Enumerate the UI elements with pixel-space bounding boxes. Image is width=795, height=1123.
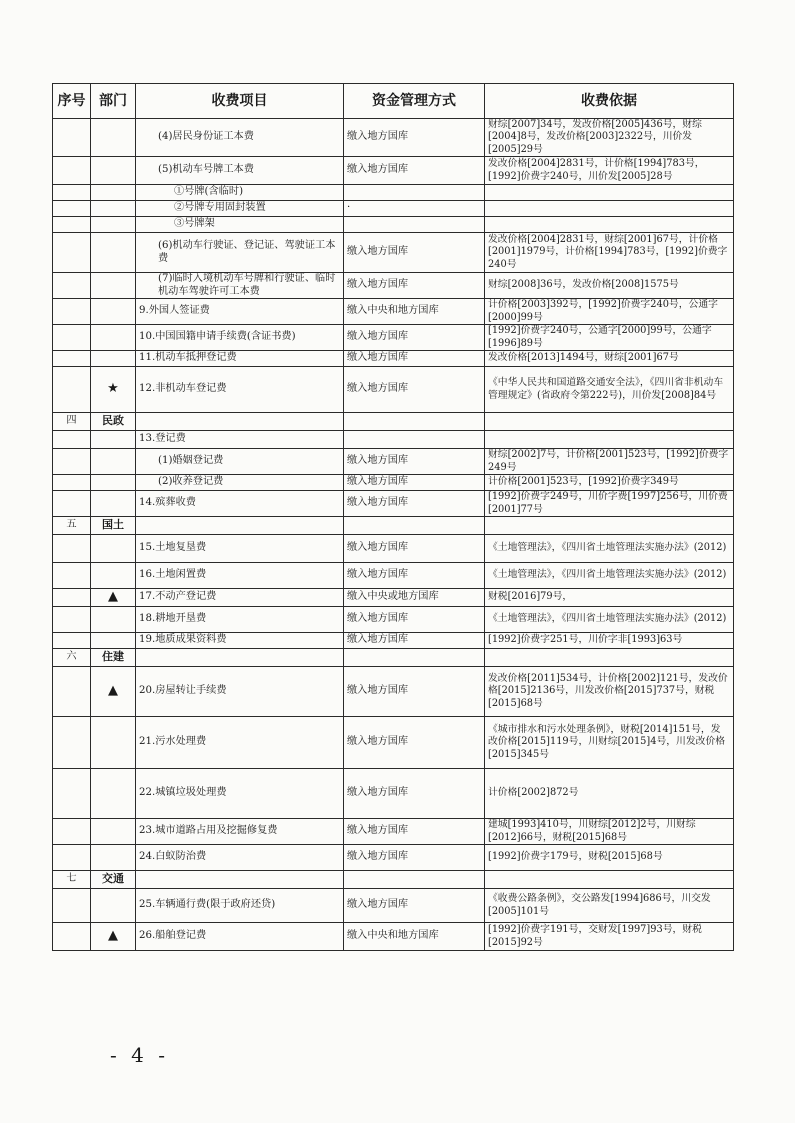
row-fee-basis: [1992]价费字249号，川价字费[1997]256号，川价费[2001]77号 bbox=[485, 491, 734, 517]
row-fund-management: 缴入地方国库 bbox=[344, 325, 485, 351]
row-department: ▲ bbox=[91, 923, 136, 951]
row-number bbox=[53, 475, 91, 491]
row-fee-item: 25.车辆通行费(限于政府还贷) bbox=[136, 889, 344, 923]
row-fee-item: (6)机动车行驶证、登记证、驾驶证工本费 bbox=[136, 233, 344, 273]
row-department bbox=[91, 491, 136, 517]
row-fee-item: 11.机动车抵押登记费 bbox=[136, 351, 344, 367]
row-fee-item: 9.外国人签证费 bbox=[136, 299, 344, 325]
row-fee-item: 17.不动产登记费 bbox=[136, 589, 344, 607]
row-fund-management: · bbox=[344, 201, 485, 217]
row-fee-item: 15.土地复垦费 bbox=[136, 535, 344, 563]
row-fee-basis: [1992]价费字251号，川价字非[1993]63号 bbox=[485, 633, 734, 649]
table-row bbox=[53, 351, 734, 367]
row-fee-basis: [1992]价费字179号，财税[2015]68号 bbox=[485, 845, 734, 871]
table-body bbox=[53, 119, 734, 951]
row-department bbox=[91, 633, 136, 649]
row-fee-item: 13.登记费 bbox=[136, 431, 344, 449]
row-number bbox=[53, 563, 91, 589]
row-fee-basis bbox=[485, 517, 734, 535]
row-number bbox=[53, 607, 91, 633]
row-number bbox=[53, 351, 91, 367]
row-fee-item: 10.中国国籍申请手续费(含证书费) bbox=[136, 325, 344, 351]
row-fund-management: 缴入地方国库 bbox=[344, 351, 485, 367]
row-fee-item: 19.地质成果资料费 bbox=[136, 633, 344, 649]
table-row bbox=[53, 325, 734, 351]
row-fee-basis: 财税[2016]79号， bbox=[485, 589, 734, 607]
header-dept: 部门 bbox=[91, 84, 136, 119]
row-fee-basis: 发改价格[2013]1494号，财综[2001]67号 bbox=[485, 351, 734, 367]
row-number bbox=[53, 769, 91, 819]
row-fee-item: 16.土地闲置费 bbox=[136, 563, 344, 589]
row-number bbox=[53, 717, 91, 769]
row-fee-basis: 《土地管理法》，《四川省土地管理法实施办法》(2012) bbox=[485, 607, 734, 633]
table-row bbox=[53, 667, 734, 717]
table-row bbox=[53, 633, 734, 649]
row-fee-basis: 计价格[2001]523号，[1992]价费字349号 bbox=[485, 475, 734, 491]
table-row bbox=[53, 201, 734, 217]
row-fund-management: 缴入地方国库 bbox=[344, 475, 485, 491]
row-fee-item: 20.房屋转让手续费 bbox=[136, 667, 344, 717]
row-fee-item: 21.污水处理费 bbox=[136, 717, 344, 769]
row-fund-management: 缴入地方国库 bbox=[344, 367, 485, 413]
table-row bbox=[53, 119, 734, 157]
row-fee-basis: 《中华人民共和国道路交通安全法》，《四川省非机动车管理规定》(省政府令第222号)，川价发[2008]84号 bbox=[485, 367, 734, 413]
row-fund-management: 缴入地方国库 bbox=[344, 157, 485, 185]
table-row bbox=[53, 217, 734, 233]
row-number bbox=[53, 273, 91, 299]
row-department bbox=[91, 299, 136, 325]
row-fee-basis: 财综[2007]34号，发改价格[2005]436号，财综[2004]8号，发改价格[2003]2322号，川价发[2005]29号 bbox=[485, 119, 734, 157]
table-row bbox=[53, 517, 734, 535]
row-fee-item: 23.城市道路占用及挖掘修复费 bbox=[136, 819, 344, 845]
table-row bbox=[53, 563, 734, 589]
table-row bbox=[53, 845, 734, 871]
table-row bbox=[53, 889, 734, 923]
table-row bbox=[53, 491, 734, 517]
row-fund-management bbox=[344, 517, 485, 535]
row-fund-management: 缴入地方国库 bbox=[344, 769, 485, 819]
row-fee-basis bbox=[485, 413, 734, 431]
row-number bbox=[53, 185, 91, 201]
row-number bbox=[53, 201, 91, 217]
table-row bbox=[53, 431, 734, 449]
row-department bbox=[91, 185, 136, 201]
fee-table bbox=[52, 83, 734, 951]
row-number bbox=[53, 889, 91, 923]
row-department: 国土 bbox=[91, 517, 136, 535]
row-number bbox=[53, 217, 91, 233]
header-mgmt: 资金管理方式 bbox=[344, 84, 485, 119]
header-no: 序号 bbox=[53, 84, 91, 119]
row-number bbox=[53, 449, 91, 475]
row-number: 五 bbox=[53, 517, 91, 535]
row-number bbox=[53, 119, 91, 157]
row-fee-item: (5)机动车号牌工本费 bbox=[136, 157, 344, 185]
row-fund-management: 缴入地方国库 bbox=[344, 273, 485, 299]
row-number bbox=[53, 491, 91, 517]
row-fund-management: 缴入中央或地方国库 bbox=[344, 589, 485, 607]
table-row bbox=[53, 717, 734, 769]
page-number: - 4 - bbox=[110, 1043, 169, 1067]
row-fee-basis: 发改价格[2011]534号，计价格[2002]121号，发改价格[2015]2136号，川发改价格[2015]737号，财税[2015]68号 bbox=[485, 667, 734, 717]
table-row bbox=[53, 769, 734, 819]
row-department bbox=[91, 119, 136, 157]
row-fee-basis bbox=[485, 431, 734, 449]
row-number bbox=[53, 431, 91, 449]
row-department: ★ bbox=[91, 367, 136, 413]
row-number bbox=[53, 667, 91, 717]
row-number: 四 bbox=[53, 413, 91, 431]
table-row bbox=[53, 233, 734, 273]
row-department: 民政 bbox=[91, 413, 136, 431]
row-fee-item: (4)居民身份证工本费 bbox=[136, 119, 344, 157]
row-fee-item: 24.白蚁防治费 bbox=[136, 845, 344, 871]
row-department bbox=[91, 845, 136, 871]
row-fee-item: ③号牌架 bbox=[136, 217, 344, 233]
row-department bbox=[91, 535, 136, 563]
row-fee-basis bbox=[485, 871, 734, 889]
table-header-row bbox=[53, 84, 734, 119]
row-fund-management: 缴入地方国库 bbox=[344, 667, 485, 717]
row-fee-basis: [1992]价费字191号，交财发[1997]93号，财税[2015]92号 bbox=[485, 923, 734, 951]
row-fund-management: 缴入地方国库 bbox=[344, 717, 485, 769]
row-department: ▲ bbox=[91, 589, 136, 607]
row-fee-basis: 计价格[2002]872号 bbox=[485, 769, 734, 819]
row-fee-basis: [1992]价费字240号，公通字[2000]99号，公通字[1996]89号 bbox=[485, 325, 734, 351]
row-department bbox=[91, 563, 136, 589]
table-row bbox=[53, 535, 734, 563]
row-department bbox=[91, 217, 136, 233]
row-fee-basis: 《收费公路条例》，交公路发[1994]686号，川交发[2005]101号 bbox=[485, 889, 734, 923]
row-number bbox=[53, 367, 91, 413]
row-department bbox=[91, 157, 136, 185]
row-department bbox=[91, 351, 136, 367]
row-fee-item: (2)收养登记费 bbox=[136, 475, 344, 491]
row-department bbox=[91, 819, 136, 845]
row-fee-item: 22.城镇垃圾处理费 bbox=[136, 769, 344, 819]
row-fund-management: 缴入地方国库 bbox=[344, 607, 485, 633]
row-fund-management: 缴入地方国库 bbox=[344, 633, 485, 649]
row-department: ▲ bbox=[91, 667, 136, 717]
row-fee-item: (1)婚姻登记费 bbox=[136, 449, 344, 475]
row-fund-management: 缴入地方国库 bbox=[344, 491, 485, 517]
row-fee-basis: 财综[2008]36号，发改价格[2008]1575号 bbox=[485, 273, 734, 299]
row-fund-management: 缴入地方国库 bbox=[344, 819, 485, 845]
row-number bbox=[53, 589, 91, 607]
row-fee-basis: 《土地管理法》，《四川省土地管理法实施办法》(2012) bbox=[485, 535, 734, 563]
row-department bbox=[91, 273, 136, 299]
row-number: 六 bbox=[53, 649, 91, 667]
row-fee-basis: 发改价格[2004]2831号，财综[2001]67号，计价格[2001]1979号，计价格[1994]783号，[1992]价费字240号 bbox=[485, 233, 734, 273]
row-department bbox=[91, 475, 136, 491]
row-fund-management: 缴入地方国库 bbox=[344, 535, 485, 563]
row-number bbox=[53, 157, 91, 185]
row-fee-basis: 《城市排水和污水处理条例》，财税[2014]151号，发改价格[2015]119号，川财综[2015]4号，川发改价格[2015]345号 bbox=[485, 717, 734, 769]
row-fee-basis bbox=[485, 201, 734, 217]
row-fund-management: 缴入中央和地方国库 bbox=[344, 299, 485, 325]
row-fee-item bbox=[136, 413, 344, 431]
row-fund-management bbox=[344, 431, 485, 449]
row-fee-item: ②号牌专用固封装置 bbox=[136, 201, 344, 217]
table-row bbox=[53, 299, 734, 325]
row-fund-management: 缴入地方国库 bbox=[344, 233, 485, 273]
row-fee-item: ①号牌(含临时) bbox=[136, 185, 344, 201]
row-fund-management bbox=[344, 649, 485, 667]
row-number: 七 bbox=[53, 871, 91, 889]
row-fee-item bbox=[136, 649, 344, 667]
row-department bbox=[91, 889, 136, 923]
row-fund-management: 缴入地方国库 bbox=[344, 889, 485, 923]
row-fund-management: 缴入中央和地方国库 bbox=[344, 923, 485, 951]
row-department bbox=[91, 717, 136, 769]
row-fee-basis bbox=[485, 185, 734, 201]
row-fee-basis: 建城[1993]410号，川财综[2012]2号，川财综[2012]66号，财税[2015]68号 bbox=[485, 819, 734, 845]
row-number bbox=[53, 233, 91, 273]
header-item: 收费项目 bbox=[136, 84, 344, 119]
table-row bbox=[53, 589, 734, 607]
row-fee-basis bbox=[485, 217, 734, 233]
row-fund-management: 缴入地方国库 bbox=[344, 563, 485, 589]
row-department bbox=[91, 233, 136, 273]
row-fund-management bbox=[344, 871, 485, 889]
table-row bbox=[53, 157, 734, 185]
row-fee-item: (7)临时入境机动车号牌和行驶证、临时机动车驾驶许可工本费 bbox=[136, 273, 344, 299]
table-row bbox=[53, 273, 734, 299]
row-fee-item: 14.殡葬收费 bbox=[136, 491, 344, 517]
row-fee-basis: 计价格[2003]392号，[1992]价费字240号，公通字[2000]99号 bbox=[485, 299, 734, 325]
row-fee-item bbox=[136, 517, 344, 535]
table-row bbox=[53, 475, 734, 491]
table-row bbox=[53, 819, 734, 845]
row-fee-item: 26.船舶登记费 bbox=[136, 923, 344, 951]
row-fee-basis: 《土地管理法》，《四川省土地管理法实施办法》(2012) bbox=[485, 563, 734, 589]
row-number bbox=[53, 299, 91, 325]
row-department: 住建 bbox=[91, 649, 136, 667]
row-number bbox=[53, 923, 91, 951]
table-row bbox=[53, 185, 734, 201]
row-fund-management: 缴入地方国库 bbox=[344, 119, 485, 157]
row-fee-basis: 发改价格[2004]2831号，计价格[1994]783号，[1992]价费字240号，川价发[2005]28号 bbox=[485, 157, 734, 185]
table-row bbox=[53, 607, 734, 633]
table-row bbox=[53, 923, 734, 951]
row-number bbox=[53, 845, 91, 871]
row-number bbox=[53, 633, 91, 649]
row-fee-item bbox=[136, 871, 344, 889]
row-department bbox=[91, 431, 136, 449]
row-fund-management: 缴入地方国库 bbox=[344, 449, 485, 475]
row-department bbox=[91, 449, 136, 475]
row-number bbox=[53, 325, 91, 351]
row-fee-basis bbox=[485, 649, 734, 667]
table-row bbox=[53, 413, 734, 431]
table-row bbox=[53, 367, 734, 413]
row-fee-item: 18.耕地开垦费 bbox=[136, 607, 344, 633]
header-basis: 收费依据 bbox=[485, 84, 734, 119]
row-fund-management bbox=[344, 413, 485, 431]
row-fund-management bbox=[344, 217, 485, 233]
table-row bbox=[53, 649, 734, 667]
row-number bbox=[53, 819, 91, 845]
row-department bbox=[91, 607, 136, 633]
row-department bbox=[91, 769, 136, 819]
row-fund-management bbox=[344, 185, 485, 201]
row-fee-basis: 财综[2002]7号，计价格[2001]523号，[1992]价费字249号 bbox=[485, 449, 734, 475]
table-row bbox=[53, 871, 734, 889]
row-department: 交通 bbox=[91, 871, 136, 889]
row-fee-item: 12.非机动车登记费 bbox=[136, 367, 344, 413]
row-department bbox=[91, 325, 136, 351]
row-fund-management: 缴入地方国库 bbox=[344, 845, 485, 871]
row-number bbox=[53, 535, 91, 563]
table-row bbox=[53, 449, 734, 475]
row-department bbox=[91, 201, 136, 217]
